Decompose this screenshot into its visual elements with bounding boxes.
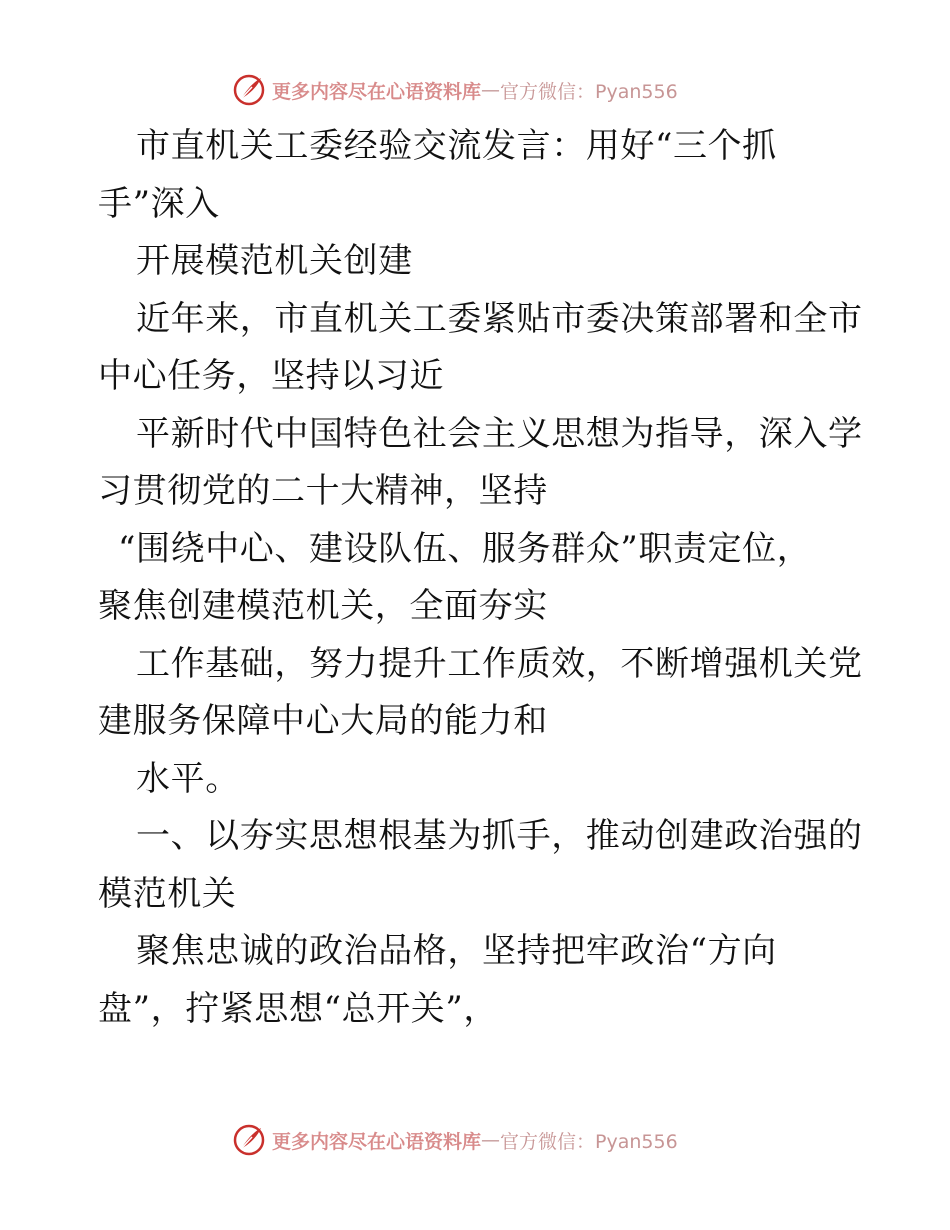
- banner-separator: —: [481, 79, 501, 101]
- text-line: 工作基础，努力提升工作质效，不断增强机关党: [136, 643, 863, 684]
- banner-main-text: 更多内容尽在心语资料库: [272, 80, 482, 103]
- text-line: 水平。: [136, 758, 240, 799]
- text-line: 近年来，市直机关工委紧贴市委决策部署和全市: [136, 298, 863, 339]
- text-line: 聚焦创建模范机关，全面夯实: [98, 586, 548, 626]
- text-line: 聚焦忠诚的政治品格，坚持把牢政治“方向: [136, 931, 777, 971]
- header-watermark-banner: [232, 72, 678, 108]
- footer-watermark-banner: [232, 1122, 678, 1158]
- text-line: 平新时代中国特色社会主义思想为指导，深入学: [136, 413, 863, 454]
- text-line: 手”深入: [98, 183, 220, 224]
- text-line: 开展模范机关创建: [136, 241, 413, 281]
- banner-separator: —: [481, 1129, 501, 1151]
- section-heading: 一、以夯实思想根基为抓手，推动创建政治强的: [136, 816, 863, 856]
- banner-wechat-text: 官方微信：Pyan556: [500, 80, 678, 103]
- text-line: 建服务保障中心大局的能力和: [98, 701, 548, 741]
- feather-pen-icon: [232, 73, 266, 107]
- banner-wechat-text: 官方微信：Pyan556: [500, 1130, 678, 1153]
- banner-main-text: 更多内容尽在心语资料库: [272, 1130, 482, 1153]
- text-line: 盘”，拧紧思想“总开关”，: [98, 988, 498, 1029]
- section-heading-continued: 模范机关: [98, 873, 237, 914]
- text-line: 中心任务，坚持以习近: [98, 356, 444, 396]
- text-line: 习贯彻党的二十大精神，坚持: [98, 471, 548, 511]
- text-line: “围绕中心、建设队伍、服务群众”职责定位，: [118, 528, 812, 569]
- document-body: [98, 118, 868, 1038]
- feather-pen-icon: [232, 1123, 266, 1157]
- text-line: 市直机关工委经验交流发言：用好“三个抓: [136, 126, 777, 166]
